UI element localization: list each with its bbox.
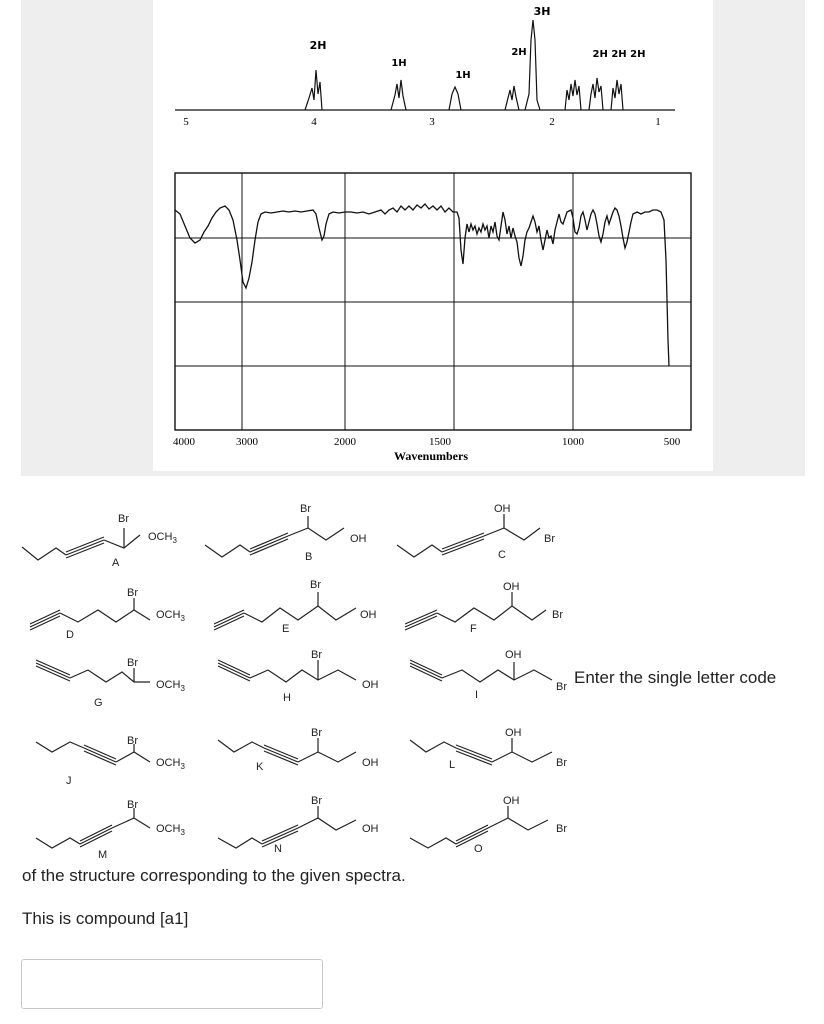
label-och3-g: $OCH_3$: [156, 679, 185, 693]
answer-input[interactable]: [21, 959, 323, 1009]
compound-prompt: This is compound [a1]: [22, 909, 189, 928]
structure-i: [410, 660, 552, 682]
ir-tick-1500: 1500: [429, 436, 451, 448]
compound-letter-k: K: [256, 761, 264, 773]
nmr-integrations: [310, 5, 646, 81]
label-br-k: Br: [311, 727, 322, 739]
ir-spectrum: [175, 173, 691, 430]
label-br-l: Br: [556, 757, 567, 769]
label-br-g: Br: [127, 657, 138, 669]
ir-tick-500: 500: [663, 436, 681, 448]
ir-tick-4000: 4000: [173, 436, 195, 448]
label-och3-a: $OCH_3$: [148, 531, 177, 545]
ir-tick-3000: 3000: [236, 436, 258, 448]
compound-letter-o: O: [474, 843, 483, 855]
nmr-spectrum: [175, 20, 675, 110]
integration-1h-2.5ppm: 1H: [455, 70, 471, 81]
label-br-f: Br: [552, 609, 563, 621]
structure-k: [218, 738, 356, 765]
nmr-peak-2ppm: [525, 20, 540, 110]
integration-1h-3ppm: 1H: [391, 58, 407, 69]
nmr-peak-3.3ppm: [391, 80, 406, 110]
compound-letter-e: E: [282, 623, 290, 635]
instruction-tail-text: Enter the single letter code: [574, 668, 777, 687]
ir-transmittance-trace: [175, 204, 669, 366]
structure-h: [218, 660, 356, 682]
ir-tick-labels: [173, 436, 681, 463]
structure-a: [22, 528, 140, 560]
structure-o: [410, 806, 548, 848]
nmr-tick-labels: [183, 116, 661, 128]
label-br-o: Br: [556, 823, 567, 835]
compound-letter-g: G: [94, 697, 103, 709]
nmr-peak-4ppm: [305, 70, 322, 110]
integration-2h-2h-2h: 2H 2H 2H: [592, 49, 646, 60]
label-oh-n: OH: [362, 823, 379, 835]
label-br-j: Br: [127, 735, 138, 747]
label-oh-o: OH: [503, 795, 520, 807]
label-br-c: Br: [544, 533, 555, 545]
label-br-i: Br: [556, 681, 567, 693]
nmr-tick-4: 4: [311, 116, 317, 128]
spectra-figure: [153, 0, 713, 471]
label-och3-j: $OCH_3$: [156, 757, 185, 771]
compound-letter-n: N: [274, 843, 282, 855]
structure-bonds: [22, 514, 552, 848]
nmr-tick-2: 2: [549, 116, 555, 128]
label-oh-f: OH: [503, 581, 520, 593]
ir-xlabel: Wavenumbers: [393, 449, 469, 463]
compound-letter-j: J: [66, 775, 72, 787]
label-br-m: Br: [127, 799, 138, 811]
nmr-peak-1.2ppm: [611, 80, 623, 110]
integration-2h-2ppm: 2H: [511, 47, 527, 58]
nmr-peak-1.4ppm: [589, 78, 603, 110]
label-br-e: Br: [310, 579, 321, 591]
label-br-h: Br: [311, 649, 322, 661]
structure-m: [36, 808, 150, 848]
ir-tick-2000: 2000: [334, 436, 356, 448]
label-oh-l: OH: [505, 727, 522, 739]
nmr-tick-1: 1: [655, 116, 661, 128]
compound-letter-i: I: [475, 689, 479, 701]
compound-letter-l: L: [449, 759, 456, 771]
ir-tick-1000: 1000: [562, 436, 584, 448]
compound-letter-b: B: [305, 551, 313, 563]
nmr-peak-3ppm: [449, 87, 461, 110]
structure-d: [30, 598, 150, 630]
structure-l: [410, 738, 552, 765]
label-oh-h: OH: [362, 679, 379, 691]
nmr-tick-5: 5: [183, 116, 189, 128]
structure-b: [205, 516, 344, 557]
structure-n: [218, 806, 356, 848]
label-br-d: Br: [127, 587, 138, 599]
nmr-tick-3: 3: [429, 116, 435, 128]
spectra-svg: [153, 0, 713, 471]
label-och3-d: $OCH_3$: [156, 609, 185, 623]
structure-c: [397, 514, 540, 557]
spectra-figure-panel: [21, 0, 805, 476]
instruction-text: of the structure corresponding to the given spectra.: [22, 866, 406, 885]
label-br-a: Br: [118, 513, 129, 525]
nmr-peak-2.2ppm: [505, 86, 519, 110]
compound-letter-c: C: [498, 549, 506, 561]
label-oh-e: OH: [360, 609, 377, 621]
compound-letter-f: F: [470, 623, 477, 635]
label-br-n: Br: [311, 795, 322, 807]
compound-letter-a: A: [112, 557, 120, 569]
integration-2h-4ppm: 2H: [309, 39, 327, 52]
label-oh-i: OH: [505, 649, 522, 661]
integration-3h: 3H: [533, 5, 551, 18]
label-och3-m: $OCH_3$: [156, 823, 185, 837]
compound-letter-d: D: [66, 629, 74, 641]
compound-letter-h: H: [283, 692, 291, 704]
label-br-b: Br: [300, 503, 311, 515]
compound-letter-m: M: [98, 849, 108, 861]
label-oh-c: OH: [494, 503, 511, 515]
nmr-peak-1.5ppm: [565, 80, 581, 110]
label-oh-b: OH: [350, 533, 367, 545]
label-oh-k: OH: [362, 757, 379, 769]
